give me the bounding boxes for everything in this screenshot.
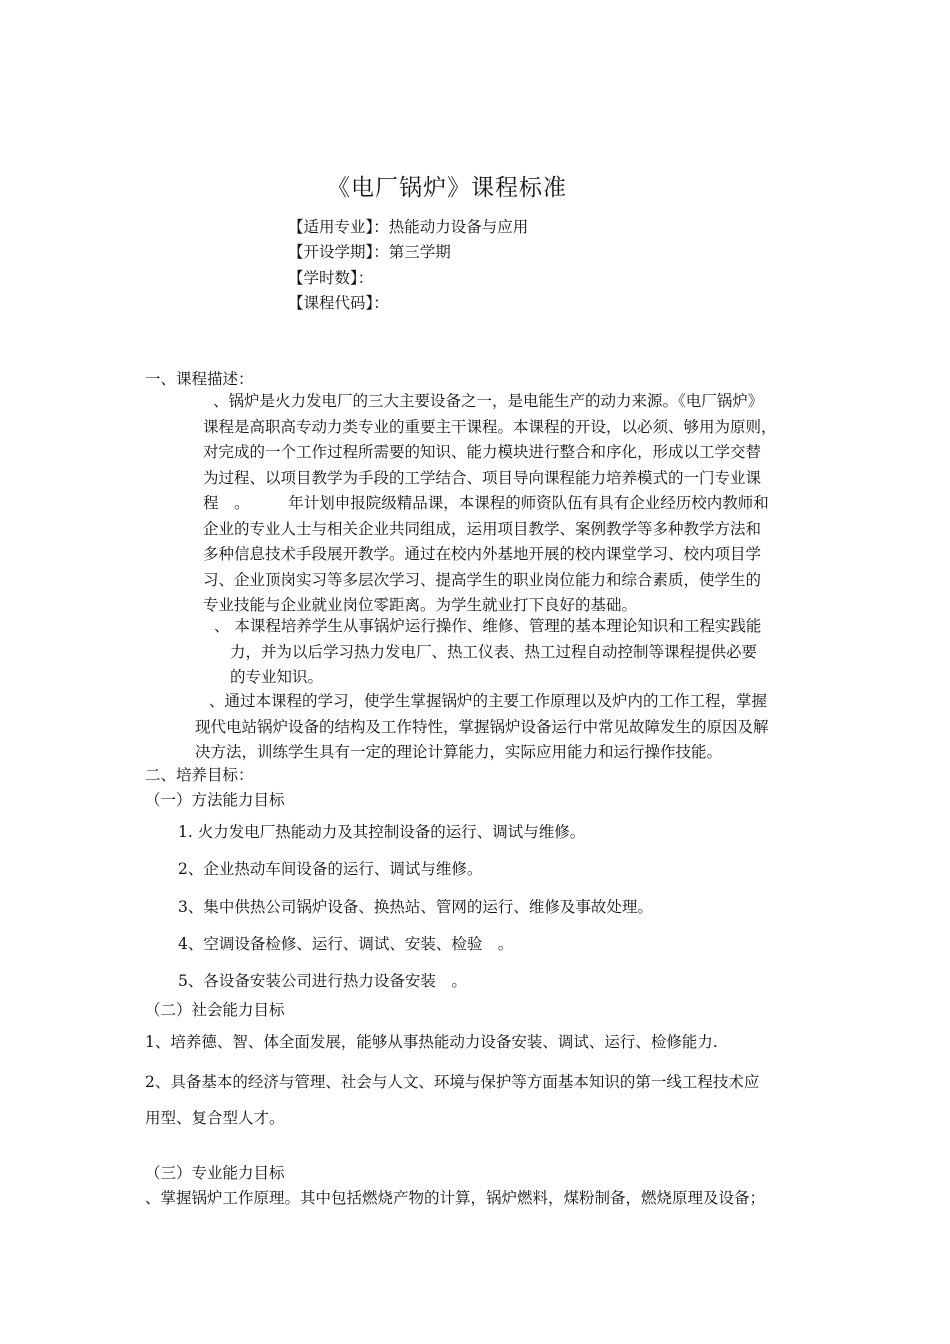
list-item: 2、企业热动车间设备的运行、调试与维修。 (178, 860, 483, 878)
list-item: 2、具备基本的经济与管理、社会与人文、环境与保护等方面基本知识的第一线工程技术应 (145, 1073, 760, 1091)
page-title: 《电厂锅炉》课程标准 (327, 175, 567, 201)
paragraph-line: 对完成的一个工作过程所需要的知识、能力模块进行整合和序化，形成以工学交替 (203, 443, 762, 461)
paragraph-line: 程 。 年计划申报院级精品课，本课程的师资队伍有具有企业经历校内教师和 (203, 494, 769, 512)
list-item: 用型、复合型人才。 (145, 1109, 285, 1127)
list-item: 1. 火力发电厂热能动力及其控制设备的运行、调试与维修。 (178, 823, 586, 841)
list-item: 、掌握锅炉工作原理。其中包括燃烧产物的计算，锅炉燃料，煤粉制备，燃烧原理及设备； (145, 1189, 766, 1207)
paragraph-line: 、 本课程培养学生从事锅炉运行操作、维修、管理的基本理论知识和工程实践能 (214, 617, 762, 635)
paragraph-line: 决方法，训练学生具有一定的理论计算能力，实际应用能力和运行操作技能。 (195, 743, 723, 761)
section2-heading: 二、培养目标： (145, 766, 254, 784)
paragraph-line: 现代电站锅炉设备的结构及工作特性，掌握锅炉设备运行中常见故障发生的原因及解 (195, 717, 769, 736)
paragraph-line: 力，并为以后学习热力发电厂、热工仪表、热工过程自动控制等课程提供必要 (230, 642, 758, 661)
paragraph-line: 多种信息技术手段展开教学。通过在校内外基地开展的校内课堂学习、校内项目学 (203, 545, 762, 563)
paragraph-line: 为过程、以项目教学为手段的工学结合、项目导向课程能力培养模式的一门专业课 (203, 468, 762, 487)
paragraph-line: 习、企业顶岗实习等多层次学习、提高学生的职业岗位能力和综合素质，使学生的 (203, 570, 762, 589)
paragraph-line: 专业技能与企业就业岗位零距离。为学生就业打下良好的基础。 (203, 596, 638, 614)
paragraph-line: 课程是高职高专动力类专业的重要主干课程。本课程的开设，以必须、够用为原则， (203, 417, 777, 436)
subsection-method-heading: （一）方法能力目标 (145, 791, 285, 809)
paragraph-line: 、通过本课程的学习，使学生掌握锅炉的主要工作原理以及炉内的工作工程，掌握 (209, 692, 768, 710)
section1-paragraph-3 (195, 689, 769, 766)
meta-hours: 【学时数】： (288, 269, 374, 287)
section1-paragraph-1 (203, 389, 777, 619)
subsection-social-heading: （二）社会能力目标 (145, 1001, 285, 1019)
section1-heading: 一、课程描述： (145, 370, 254, 388)
paragraph-line: 、锅炉是火力发电厂的三大主要设备之一，是电能生产的动力来源。《电厂锅炉》 (213, 392, 764, 410)
meta-major: 【适用专业】：热能动力设备与应用 (288, 218, 529, 236)
section1-paragraph-2 (214, 614, 761, 691)
paragraph-line: 的专业知识。 (230, 668, 324, 686)
list-item: 4、空调设备检修、运行、调试、安装、检验 。 (178, 935, 514, 953)
list-item: 1、培养德、智、体全面发展，能够从事热能动力设备安装、调试、运行、检修能力. (145, 1033, 718, 1051)
meta-code: 【课程代码】： (288, 294, 389, 312)
subsection-professional-heading: （三）专业能力目标 (145, 1164, 285, 1182)
paragraph-line: 企业的专业人士与相关企业共同组成，运用项目教学、案例教学等多种教学方法和 (203, 519, 762, 538)
list-item: 5、各设备安装公司进行热力设备安装 。 (178, 972, 467, 990)
list-item: 3、集中供热公司锅炉设备、换热站、管网的运行、维修及事故处理。 (178, 898, 653, 916)
meta-semester: 【开设学期】：第三学期 (288, 243, 451, 261)
